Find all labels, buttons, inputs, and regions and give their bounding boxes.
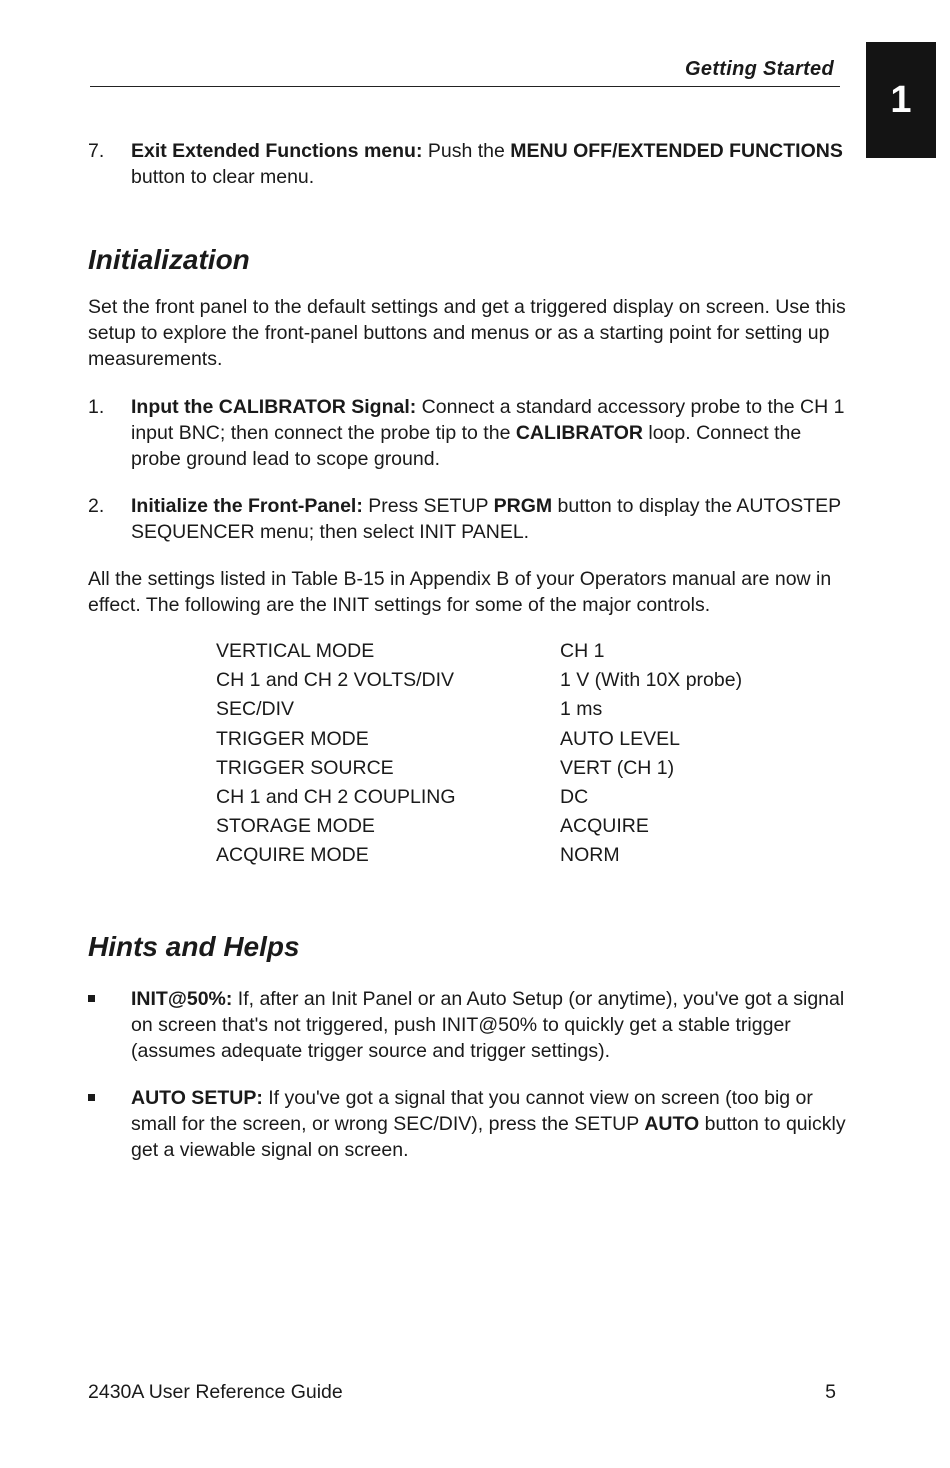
hint-lead: INIT@50%: [131,988,233,1010]
step-number: 7. [88,140,105,162]
initialization-intro: Set the front panel to the default settings and get a triggered display on screen. Use this setup to explore the front-panel buttons and menus or as a starting point for setting up measurements. [88,296,846,370]
hint-auto-setup: AUTO SETUP: If you've got a signal that you cannot view on screen (too big or small for the screen, or wrong SEC/DIV), press the SETUP AUTO button to quickly get a viewable signal on screen. [88,1085,848,1163]
running-header: Getting Started [685,58,834,80]
step-7: 7. Exit Extended Functions menu: Push the MENU OFF/EXTENDED FUNCTIONS button to clear menu. [88,140,843,188]
step-lead: Exit Extended Functions menu: [131,140,423,162]
settings-row: TRIGGER SOURCE VERT (CH 1) [216,756,675,779]
section-heading-initialization: Initialization [88,244,250,275]
settings-row: TRIGGER MODE AUTO LEVEL [216,727,680,750]
initialization-after: All the settings listed in Table B-15 in Appendix B of your Operators manual are now in effect. The following are the INIT settings for some of the major controls. [88,568,832,616]
settings-row: CH 1 and CH 2 VOLTS/DIV 1 V (With 10X probe) [216,669,743,692]
hint-init50: INIT@50%: If, after an Init Panel or an Auto Setup (or anytime), you've got a signal on screen that's not triggered, push INIT@50% to quickly get a stable trigger (assumes adequate trigger source and trigger settings). [88,986,848,1064]
init-step-1: 1. Input the CALIBRATOR Signal: Connect a standard accessory probe to the CH 1 input BNC; then connect the probe tip to the CALIBRATOR loop. Connect the probe ground lead to scope ground. [88,396,845,470]
settings-row: ACQUIRE MODE NORM [216,844,620,867]
hint-lead: AUTO SETUP: [131,1087,263,1109]
section-heading-hints: Hints and Helps [88,931,300,962]
footer-guide-title: 2430A User Reference Guide [88,1381,343,1403]
settings-row: SEC/DIV 1 ms [216,698,603,721]
step-lead: Initialize the Front-Panel: [131,495,363,517]
bullet-icon [88,995,95,1002]
chapter-tab: 1 [866,42,936,158]
settings-row: VERTICAL MODE CH 1 [216,640,605,662]
settings-row: STORAGE MODE ACQUIRE [216,815,649,838]
bullet-icon [88,1094,95,1101]
page-number: 5 [825,1381,836,1403]
step-number: 1. [88,396,105,418]
init-step-2: 2. Initialize the Front-Panel: Press SETUP PRGM button to display the AUTOSTEP SEQUENCER menu; then select INIT PANEL. [88,495,841,543]
settings-row: CH 1 and CH 2 COUPLING DC [216,785,589,808]
header-rule [90,86,840,87]
step-number: 2. [88,495,105,517]
step-lead: Input the CALIBRATOR Signal: [131,396,417,418]
init-settings-table [216,637,742,871]
